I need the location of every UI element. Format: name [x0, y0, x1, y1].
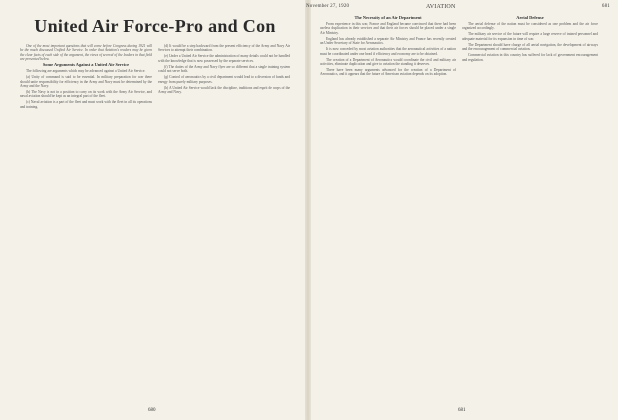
body-paragraph: Commercial aviation in this country has suffered for lack of government encouragement and regulation.	[462, 53, 598, 62]
body-paragraph: There have been many arguments advanced for the creation of a Department of Aeronautics, and it appears that the future of American aviation depends on its adoption.	[320, 68, 456, 77]
body-paragraph: The military air service of the future will require a large reserve of trained personnel and adequate material for its expansion in time of war.	[462, 32, 598, 41]
column-3	[320, 16, 456, 406]
header-page-number: 681	[601, 4, 610, 9]
body-paragraph: (c) Naval aviation is a part of the fleet and must work with the fleet in all its operations and training.	[20, 100, 152, 109]
body-paragraph: The creation of a Department of Aeronautics would coordinate the civil and military air activities, eliminate duplication and give to aviation the standing it deserves.	[320, 57, 456, 67]
body-paragraph: From experience in this war, France and England became convinced that there had been useless duplication in their services and that their air forces should be placed under a single Air Ministry.	[320, 22, 456, 35]
column-1	[20, 44, 152, 404]
body-paragraph: The aerial defense of the nation must be considered as one problem and the air force organized accordingly.	[462, 22, 598, 31]
column-4	[462, 16, 598, 406]
subhead-necessity: The Necessity of an Air Department	[354, 16, 422, 20]
left-page-number: 680	[148, 408, 156, 413]
body-paragraph: It is now conceded by most aviation authorities that the aeronautical activities of a nation must be coordinated under one head if efficiency and economy are to be obtained.	[320, 47, 456, 56]
intro-paragraph: One of the most important questions that will come before Congress during 1921 will be the much discussed Unified Air Service. In order that Aviation's readers may be given the clear facts of each side of the argument, the views of several of the leaders in that field are presented below.	[20, 44, 152, 62]
body-paragraph: The Department should have charge of all aerial navigation, the development of airways and the encouragement of commercial aviation.	[462, 42, 598, 52]
subhead-against: Some Arguments Against a United Air Service	[42, 62, 130, 68]
body-paragraph: (a) Unity of command is said to be essential. In military preparation for war there should unite responsibility for efficiency in the Army and Navy must be determined by the Army and the Navy.	[20, 75, 152, 89]
right-page-number: 681	[458, 408, 466, 413]
subhead-aerial-defense: Aerial Defense	[516, 16, 544, 20]
page-gutter	[305, 0, 311, 420]
body-paragraph: (b) The Navy is not in a position to carry on its work with the Army Air Service, and naval aviation should be kept as an integral part of the fleet.	[20, 90, 152, 99]
header-journal: AVIATION	[426, 4, 456, 10]
header-date: November 27, 1920	[306, 4, 350, 9]
body-paragraph: (e) Under a United Air Service the administration of many details could not be handled with the knowledge that is now possessed by the separate services.	[158, 54, 290, 63]
column-2	[158, 44, 290, 404]
body-paragraph: (g) Control of aeronautics by a civil department would lead to a diversion of funds and energy from purely military purposes.	[158, 75, 290, 84]
article-headline: United Air Force-Pro and Con	[34, 16, 276, 36]
body-paragraph: (d) It would be a step backward from the present efficiency of the Army and Navy Air Services to attempt their combination.	[158, 44, 290, 53]
body-paragraph: England has already established a separate Air Ministry and France has recently created an Under Secretary of State for Aeronautics.	[320, 36, 456, 46]
body-paragraph: The following are arguments which may be advanced against a United Air Service.	[26, 69, 146, 74]
body-paragraph: (f) The duties of the Army and Navy flyer are so different that a single training system could not serve both.	[158, 64, 290, 74]
body-paragraph: (h) A United Air Service would lack the discipline, traditions and esprit de corps of the Army and Navy.	[158, 85, 290, 95]
running-header	[6, 4, 610, 14]
